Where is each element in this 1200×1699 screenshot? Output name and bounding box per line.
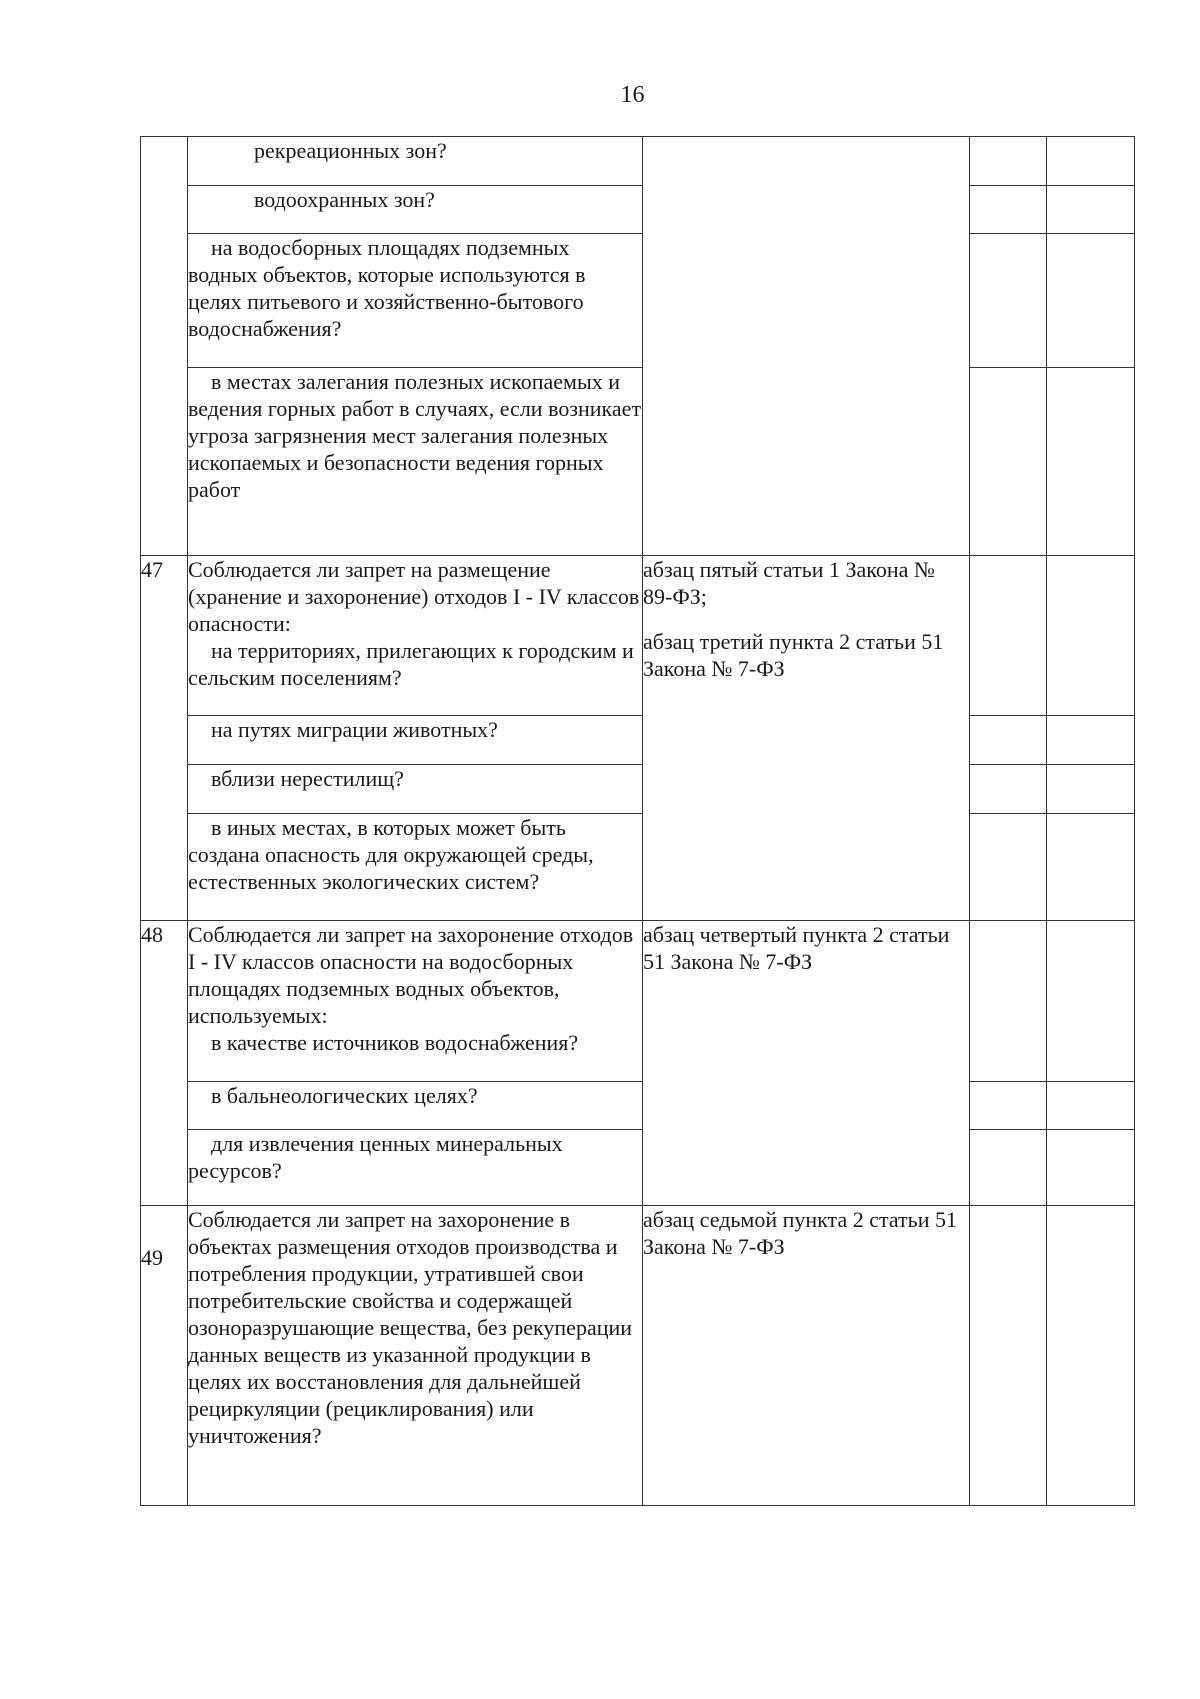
table-row xyxy=(141,921,1135,1082)
answer-cell[interactable] xyxy=(970,716,1047,765)
answer-cell[interactable] xyxy=(970,921,1047,1082)
question-cell: водоохранных зон? xyxy=(188,186,643,234)
question-cell: в бальнеологических целях? xyxy=(188,1082,643,1130)
table-row xyxy=(141,186,1135,234)
question-cell: Соблюдается ли запрет на захоронение в объектах размещения отходов производства и потребления продукции, утратившей свои потребительские свойства и содержащей озоноразрушающие вещества, без рекуперации данных веществ из указанной продукции в целях их восстановления для дальнейшей рециркуляции (рециклирования) или уничтожения? xyxy=(188,1206,643,1506)
answer-cell[interactable] xyxy=(970,1130,1047,1206)
question-cell: в местах залегания полезных ископаемых и ведения горных работ в случаях, если возникает угроза загрязнения мест залегания полезных ископаемых и безопасности ведения горных работ xyxy=(188,368,643,556)
note-cell[interactable] xyxy=(1047,921,1135,1082)
note-cell[interactable] xyxy=(1047,556,1135,716)
table-row xyxy=(141,765,1135,814)
answer-cell[interactable] xyxy=(970,814,1047,921)
note-cell[interactable] xyxy=(1047,1206,1135,1506)
answer-cell[interactable] xyxy=(970,234,1047,368)
note-cell[interactable] xyxy=(1047,716,1135,765)
answer-cell[interactable] xyxy=(970,137,1047,186)
question-cell: на водосборных площадях подземных водных объектов, которые используются в целях питьевого и хозяйственно-бытового водоснабжения? xyxy=(188,234,643,368)
row-number: 48 xyxy=(141,921,188,1206)
question-cell: для извлечения ценных минеральных ресурсов? xyxy=(188,1130,643,1206)
table-row xyxy=(141,814,1135,921)
question-cell: рекреационных зон? xyxy=(188,137,643,186)
note-cell[interactable] xyxy=(1047,137,1135,186)
note-cell[interactable] xyxy=(1047,1130,1135,1206)
question-cell: вблизи нерестилищ? xyxy=(188,765,643,814)
answer-cell[interactable] xyxy=(970,1082,1047,1130)
reference-cell: абзац четвертый пункта 2 статьи 51 Закона № 7-ФЗ xyxy=(643,921,970,1206)
answer-cell[interactable] xyxy=(970,1206,1047,1506)
question-cell: Соблюдается ли запрет на захоронение отходов I - IV классов опасности на водосборных площадях подземных водных объектов, используемых: в качестве источников водоснабжения? xyxy=(188,921,643,1082)
answer-cell[interactable] xyxy=(970,368,1047,556)
table-row xyxy=(141,1082,1135,1130)
table-row xyxy=(141,556,1135,716)
question-cell: в иных местах, в которых может быть создана опасность для окружающей среды, естественных экологических систем? xyxy=(188,814,643,921)
answer-cell[interactable] xyxy=(970,765,1047,814)
checklist-table xyxy=(140,136,1135,1506)
row-number: 47 xyxy=(141,556,188,921)
table-row xyxy=(141,234,1135,368)
table-row xyxy=(141,1130,1135,1206)
note-cell[interactable] xyxy=(1047,368,1135,556)
note-cell[interactable] xyxy=(1047,765,1135,814)
table-row xyxy=(141,1206,1135,1506)
table-row xyxy=(141,716,1135,765)
row-number: 49 xyxy=(141,1206,188,1506)
question-cell: Соблюдается ли запрет на размещение (хранение и захоронение) отходов I - IV классов опасности: на территориях, прилегающих к городским и сельским поселениям? xyxy=(188,556,643,716)
note-cell[interactable] xyxy=(1047,186,1135,234)
table-row xyxy=(141,368,1135,556)
reference-cell: абзац седьмой пункта 2 статьи 51 Закона № 7-ФЗ xyxy=(643,1206,970,1506)
page-number: 16 xyxy=(620,82,645,108)
question-cell: на путях миграции животных? xyxy=(188,716,643,765)
reference-cell xyxy=(643,137,970,556)
row-number-cell xyxy=(141,137,188,556)
note-cell[interactable] xyxy=(1047,234,1135,368)
note-cell[interactable] xyxy=(1047,814,1135,921)
table-row xyxy=(141,137,1135,186)
answer-cell[interactable] xyxy=(970,186,1047,234)
reference-cell: абзац пятый статьи 1 Закона № 89-ФЗ; абзац третий пункта 2 статьи 51 Закона № 7-ФЗ xyxy=(643,556,970,921)
answer-cell[interactable] xyxy=(970,556,1047,716)
note-cell[interactable] xyxy=(1047,1082,1135,1130)
